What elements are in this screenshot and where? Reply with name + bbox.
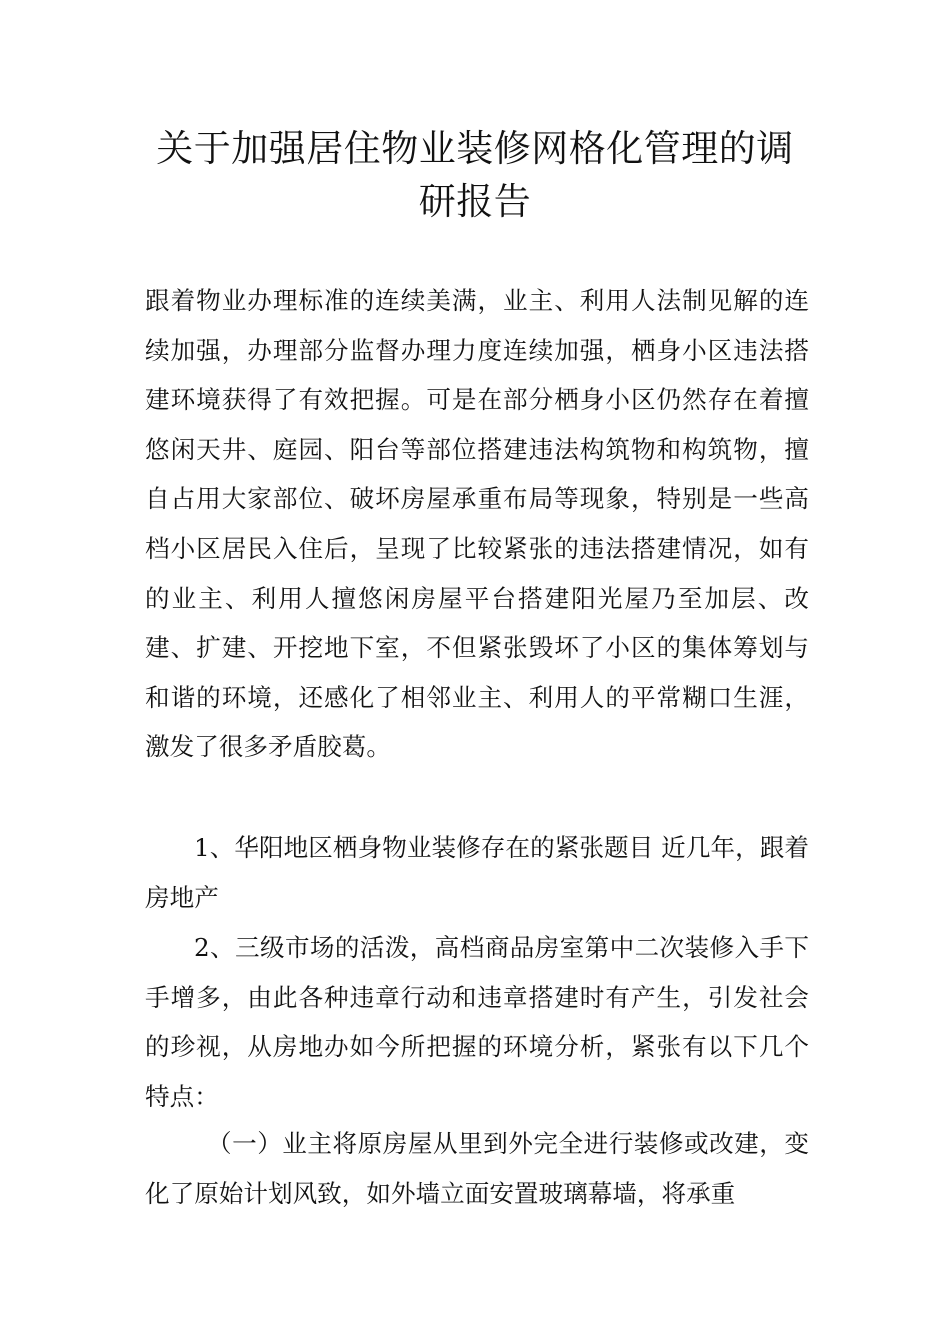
document-title: 关于加强居住物业装修网格化管理的调研报告 [156,127,794,223]
paragraph-intro: 跟着物业办理标准的连续美满，业主、利用人法制见解的连续加强，办理部分监督办理力度连续加强，栖身小区违法搭建环境获得了有效把握。可是在部分栖身小区仍然存在着擅悠闲天井、庭园、阳台等部位搭建违法构筑物和构筑物，擅自占用大家部位、破坏房屋承重布局等现象，特别是一些高档小区居民入住后，呈现了比较紧张的违法搭建情况，如有的业主、利用人擅悠闲房屋平台搭建阳光屋乃至加层、改建、扩建、开挖地下室，不但紧张毁坏了小区的集体筹划与和谐的环境，还感化了相邻业主、利用人的平常糊口生涯，激发了很多矛盾胶葛。 [145,286,809,762]
paragraph-item-1: 1、华阳地区栖身物业装修存在的紧张题目 近几年，跟着房地产 [145,833,809,912]
paragraph-item-2: 2、三级市场的活泼，高档商品房室第中二次装修入手下手增多，由此各种违章行动和违章搭建时有产生，引发社会的珍视，从房地办如今所把握的环境分析，紧张有以下几个特点： [145,933,809,1111]
paragraph-item-3: （一）业主将原房屋从里到外完全进行装修或改建，变化了原始计划风致，如外墙立面安置玻璃幕墙，将承重 [145,1129,809,1208]
